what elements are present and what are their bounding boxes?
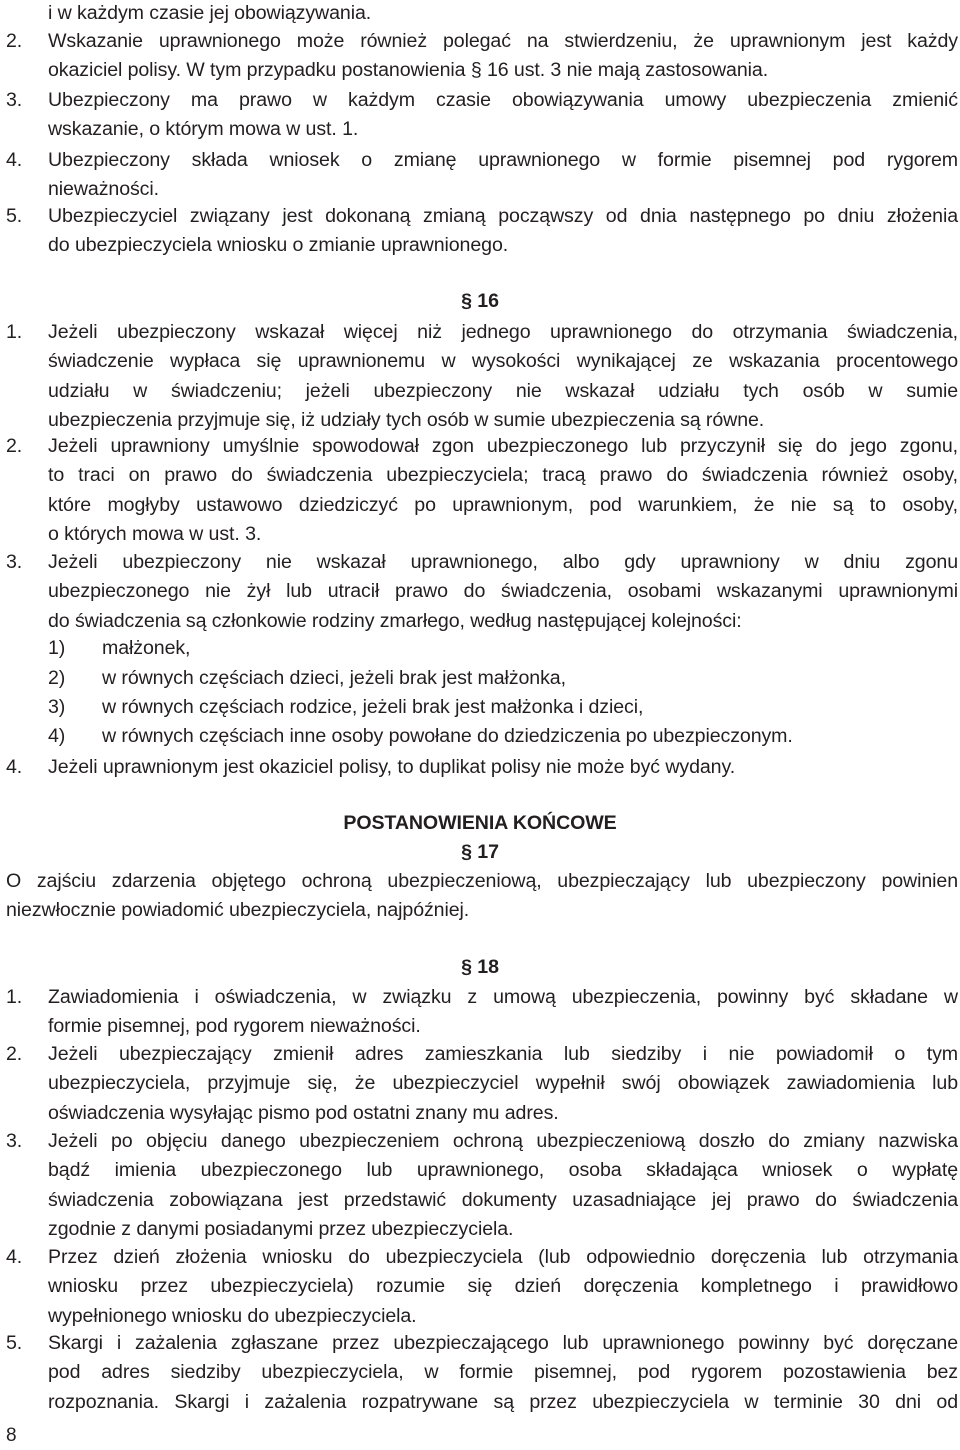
item-number: 2. (6, 435, 23, 457)
item-number: 2. (6, 1043, 23, 1065)
item-text-line: bądź imienia ubezpieczonego lub uprawnionego, osoba składająca wniosek o wypłatę (48, 1159, 958, 1182)
item-text-line: które mogłyby ustawowo dziedziczyć po uprawnionym, pod warunkiem, że nie są to osoby, (48, 493, 958, 516)
item-text-line: do ubezpieczyciela wniosku o zmianie uprawnionego. (48, 234, 509, 257)
item-text-line: świadczenie wypłaca się uprawnionemu w wysokości wynikającej ze wskazania procentowego (48, 350, 958, 373)
item-text-line: okaziciel polisy. W tym przypadku postanowienia § 16 ust. 3 nie mają zastosowania. (48, 59, 769, 82)
item-number: 1. (6, 321, 23, 343)
item-text-line: świadczenia zobowiązana jest przedstawić dokumenty uzasadniające jej prawo do świadczenia (48, 1188, 958, 1211)
section-title-final: POSTANOWIENIA KOŃCOWE (343, 812, 617, 834)
section-heading-16: § 16 (461, 290, 499, 312)
item-number: 4. (6, 756, 23, 778)
item-text-line: Ubezpieczyciel związany jest dokonaną zmianą począwszy od dnia następnego po dniu złożenia (48, 205, 958, 227)
page-number: 8 (6, 1425, 17, 1446)
item-text-line: ubezpieczyciela, przyjmuje się, że ubezpieczyciel wypełnił swój obowiązek zawiadomienia lub (48, 1072, 958, 1095)
item-number: 2. (6, 30, 23, 52)
item-number: 3. (6, 89, 23, 111)
item-text-line: Ubezpieczony ma prawo w każdym czasie obowiązywania umowy ubezpieczenia zmienić (48, 89, 958, 111)
item-text-line: o których mowa w ust. 3. (48, 522, 262, 545)
s17-text-line: niezwłocznie powiadomić ubezpieczyciela, najpóźniej. (6, 899, 470, 921)
item-number: 5. (6, 205, 23, 227)
item-text-line: Jeżeli uprawnionym jest okaziciel polisy, to duplikat polisy nie może być wydany. (48, 756, 736, 778)
item-text-line: pod adres siedziby ubezpieczyciela, w formie pisemnej, pod rygorem pozostawienia bez (48, 1361, 958, 1384)
item-text-line: Jeżeli ubezpieczony wskazał więcej niż jednego uprawnionego do otrzymania świadczenia, (48, 321, 958, 343)
item-number: 4. (6, 149, 23, 171)
item-text-line: Wskazanie uprawnionego może również polegać na stwierdzeniu, że uprawnionym jest każdy (48, 30, 958, 52)
item-text-line: formie pisemnej, pod rygorem nieważności. (48, 1015, 421, 1038)
sub-item-text: w równych częściach dzieci, jeżeli brak jest małżonka, (102, 667, 566, 689)
item-text-line: udziału w świadczeniu; jeżeli ubezpieczony nie wskazał udziału tych osób w sumie (48, 379, 958, 402)
item-text-line: Jeżeli ubezpieczony nie wskazał uprawnionego, albo gdy uprawniony w dniu zgonu (48, 551, 958, 573)
item-text-line: nieważności. (48, 178, 159, 201)
sub-item-number: 4) (48, 725, 66, 747)
sub-item-number: 2) (48, 667, 66, 689)
item-text-line: Przez dzień złożenia wniosku do ubezpieczyciela (lub odpowiednio doręczenia lub otrzymania (48, 1246, 958, 1268)
item-text-line: Jeżeli po objęciu danego ubezpieczeniem ochroną ubezpieczeniową doszło do zmiany nazwiska (48, 1130, 958, 1152)
sub-item-number: 1) (48, 637, 66, 659)
item-text-line: Jeżeli uprawniony umyślnie spowodował zgon ubezpieczonego lub przyczynił się do jego zgonu, (48, 435, 958, 457)
section-heading-17: § 17 (461, 841, 499, 863)
item-text-line: Zawiadomienia i oświadczenia, w związku z umową ubezpieczenia, powinny być składane w (48, 986, 958, 1008)
item-number: 3. (6, 551, 23, 573)
item-text-line: Skargi i zażalenia zgłaszane przez ubezpieczającego lub uprawnionego powinny być doręczane (48, 1332, 958, 1354)
item-number: 1. (6, 986, 23, 1008)
continuation-line: i w każdym czasie jej obowiązywania. (48, 2, 372, 24)
item-text-line: wniosku przez ubezpieczyciela) rozumie się dzień doręczenia kompletnego i prawidłowo (48, 1275, 958, 1298)
section-heading-18: § 18 (461, 956, 499, 978)
item-number: 4. (6, 1246, 23, 1268)
sub-item-text: w równych częściach rodzice, jeżeli brak jest małżonka i dzieci, (102, 696, 644, 718)
item-text-line: wypełnionego wniosku do ubezpieczyciela. (48, 1304, 417, 1327)
item-number: 3. (6, 1130, 23, 1152)
item-text-line: Jeżeli ubezpieczający zmienił adres zamieszkania lub siedziby i nie powiadomił o tym (48, 1043, 958, 1065)
item-text-line: Ubezpieczony składa wniosek o zmianę uprawnionego w formie pisemnej pod rygorem (48, 149, 958, 171)
sub-item-text: małżonek, (102, 637, 191, 659)
item-text-line: rozpoznania. Skargi i zażalenia rozpatrywane są przez ubezpieczyciela w terminie 30 dni od (48, 1390, 958, 1413)
s17-text-line: O zajściu zdarzenia objętego ochroną ubezpieczeniową, ubezpieczający lub ubezpieczony powinien (6, 870, 958, 892)
item-text-line: do świadczenia są członkowie rodziny zmarłego, według następującej kolejności: (48, 609, 742, 632)
item-text-line: ubezpieczenia przyjmuje się, iż udziały tych osób w sumie ubezpieczenia są równe. (48, 408, 765, 431)
item-number: 5. (6, 1332, 23, 1354)
item-text-line: ubezpieczonego nie żył lub utracił prawo do świadczenia, osobami wskazanymi uprawnionymi (48, 580, 958, 603)
sub-item-number: 3) (48, 696, 66, 718)
item-text-line: to traci on prawo do świadczenia ubezpieczyciela; tracą prawo do świadczenia również osoby, (48, 464, 958, 487)
item-text-line: zgodnie z danymi posiadanymi przez ubezpieczyciela. (48, 1217, 514, 1240)
item-text-line: oświadczenia wysyłając pismo pod ostatni znany mu adres. (48, 1101, 559, 1124)
item-text-line: wskazanie, o którym mowa w ust. 1. (48, 118, 359, 141)
sub-item-text: w równych częściach inne osoby powołane do dziedziczenia po ubezpieczonym. (102, 725, 793, 747)
